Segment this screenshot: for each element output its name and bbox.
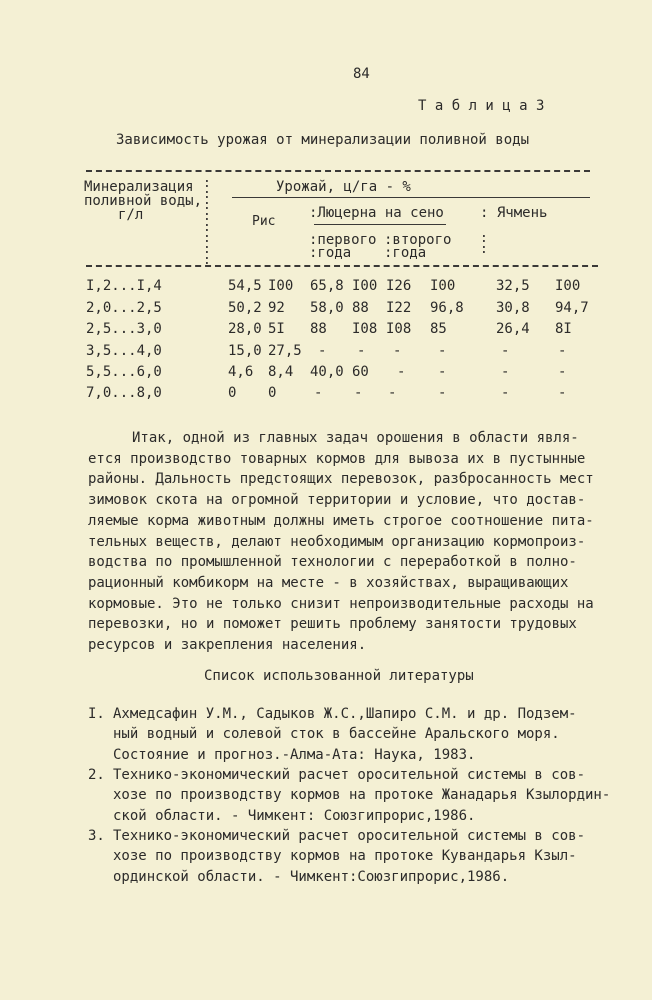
cell: 50,2 — [228, 300, 262, 316]
yield-underline — [232, 197, 590, 198]
header-irrigation-water: поливной воды, — [84, 193, 203, 209]
paragraph-line: ресурсов и закрепления населения. — [88, 637, 367, 654]
cell: 92 — [268, 300, 285, 316]
cell: - — [357, 343, 366, 359]
cell: 15,0 — [228, 343, 262, 359]
cell: - — [438, 385, 447, 401]
header-first-year-2: :года — [309, 245, 352, 261]
table-title: Зависимость урожая от минерализации поливной воды — [116, 132, 530, 148]
table-row: 3,5...4,0 — [86, 343, 162, 359]
cell: 5I — [268, 321, 285, 337]
paragraph-line: водства по промышленной технологии с переработкой в полно- — [88, 554, 577, 571]
cell: 27,5 — [268, 343, 302, 359]
table-row: 7,0...8,0 — [86, 385, 162, 401]
cell: I00 — [352, 278, 378, 294]
header-yield: Урожай, ц/га - % — [276, 179, 411, 195]
cell: - — [558, 343, 567, 359]
cell: I22 — [386, 300, 412, 316]
cell: - — [354, 385, 363, 401]
body-paragraph — [88, 428, 608, 656]
cell: 8I — [555, 321, 572, 337]
cell: - — [558, 385, 567, 401]
cell: 0 — [268, 385, 277, 401]
header-rice: Рис — [252, 214, 276, 229]
cell: 94,7 — [555, 300, 589, 316]
cell: - — [314, 385, 323, 401]
cell: 8,4 — [268, 364, 294, 380]
cell: 88 — [310, 321, 327, 337]
cell: - — [501, 343, 510, 359]
reference-number: I. — [88, 706, 105, 722]
paragraph-line: ляемые корма животным должны иметь строгое соотношение пита- — [88, 512, 594, 529]
references-title: Список использованной литературы — [204, 668, 474, 684]
cell: - — [393, 343, 402, 359]
cell: I08 — [386, 321, 412, 337]
reference-number: 3. — [88, 828, 105, 844]
cell: 60 — [352, 364, 369, 380]
reference-text: Технико-экономический расчет оросительной системы в сов- хозе по производству кормов на протоке Жанадарья Кзылордин- ской области. - Чимкент: Союзгипрорис,1986. — [113, 767, 611, 824]
paragraph-line: тельных веществ, делают необходимым организацию кормопроиз- — [88, 533, 586, 550]
cell: - — [558, 364, 567, 380]
cell: - — [501, 364, 510, 380]
cell: 88 — [352, 300, 369, 316]
table-row: 2,0...2,5 — [86, 300, 162, 316]
cell: 85 — [430, 321, 447, 337]
cell: 40,0 — [310, 364, 344, 380]
paragraph-line: рационный комбикорм на месте - в хозяйствах, выращивающих — [88, 574, 569, 591]
reference-text: Технико-экономический расчет оросительной системы в сов- хозе по производству кормов на протоке Кувандарья Кзыл- ординской области. - Чимкент:Союзгипрорис,1986. — [113, 828, 586, 885]
paragraph-line: районы. Дальность предстоящих перевозок, разбросанность мест — [88, 471, 594, 488]
cell: - — [397, 364, 406, 380]
header-unit: г/л — [118, 207, 144, 223]
cell: - — [438, 343, 447, 359]
cell: 54,5 — [228, 278, 262, 294]
table-row: 2,5...3,0 — [86, 321, 162, 337]
paragraph-line: Итак, одной из главных задач орошения в области явля- — [132, 430, 579, 446]
cell: 4,6 — [228, 364, 254, 380]
cell: I00 — [268, 278, 294, 294]
table-row: 5,5...6,0 — [86, 364, 162, 380]
cell: 65,8 — [310, 278, 344, 294]
page-number: 84 — [353, 66, 370, 82]
reference-number: 2. — [88, 767, 105, 783]
cell: 0 — [228, 385, 237, 401]
header-column-separator: : : : : : : : : — [203, 176, 211, 268]
header-mineralization: Минерализация — [84, 179, 194, 195]
cell: - — [501, 385, 510, 401]
cell: - — [438, 364, 447, 380]
paragraph-line: зимовок скота на огромной территории и условие, что достав- — [88, 492, 586, 509]
table-row: I,2...I,4 — [86, 278, 162, 294]
table-top-rule — [86, 170, 590, 172]
header-first-year-1: :первого — [309, 232, 377, 248]
cell: - — [388, 385, 397, 401]
cell: I26 — [386, 278, 412, 294]
table-label: Т а б л и ц а 3 — [418, 98, 545, 114]
cell: 28,0 — [228, 321, 262, 337]
cell: I00 — [430, 278, 456, 294]
cell: I00 — [555, 278, 581, 294]
cell: 26,4 — [496, 321, 530, 337]
header-second-year-2: :года — [384, 245, 427, 261]
cell: 96,8 — [430, 300, 464, 316]
cell: I08 — [352, 321, 378, 337]
header-barley: : Ячмень — [480, 205, 548, 221]
cell: 30,8 — [496, 300, 530, 316]
barley-column-separator: : : — [480, 231, 488, 257]
table-header-rule — [86, 265, 598, 267]
paragraph-line: кормовые. Это не только снизит непроизводительные расходы на — [88, 595, 594, 612]
header-alfalfa: :Люцерна на сено — [309, 205, 444, 221]
reference-text: Ахмедсафин У.М., Садыков Ж.С.,Шапиро С.М. и др. Подзем- ный водный и солевой сток в бассейне Аральского моря. Состояние и прогноз.-Алма-Ата: Наука, 1983. — [113, 706, 577, 763]
paragraph-line: ется производство товарных кормов для вывоза их в пустынные — [88, 450, 586, 467]
cell: - — [318, 343, 327, 359]
cell: 32,5 — [496, 278, 530, 294]
cell: 58,0 — [310, 300, 344, 316]
paragraph-line: перевозки, но и поможет решить проблему занятости трудовых — [88, 616, 577, 633]
alfalfa-underline — [314, 224, 446, 225]
header-second-year-1: :второго — [384, 232, 452, 248]
